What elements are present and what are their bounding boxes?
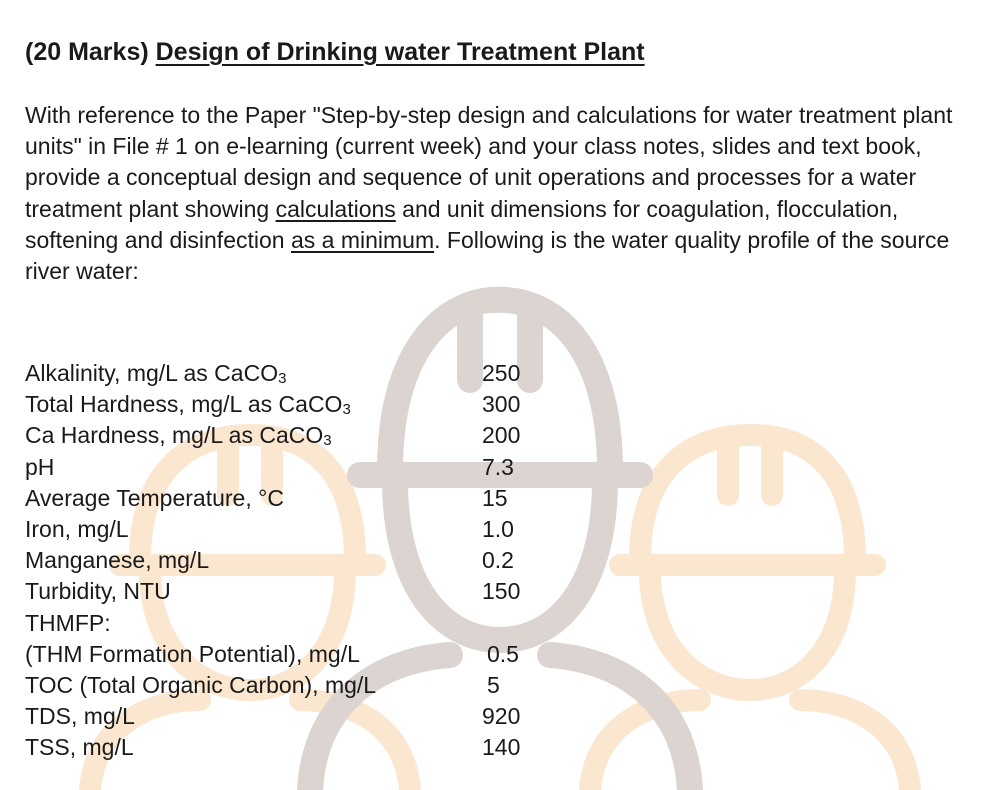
param-label: (THM Formation Potential), mg/L [25,640,360,667]
paragraph-text-2: and unit dimensions for coagulation, flocculation, softening and disinfection [25,195,899,253]
param-value: 140 [482,734,521,761]
param-value: 0.2 [482,547,514,574]
table-row [25,576,585,607]
param-label: TOC (Total Organic Carbon), mg/L [25,671,377,698]
table-row [25,389,585,420]
table-row [25,608,585,639]
marks-label: (20 Marks) [25,38,149,66]
table-row [25,483,585,514]
param-value: 15 [482,484,508,511]
table-row [25,732,585,763]
param-value: 250 [482,360,521,386]
underlined-as-a-minimum: as a minimum [290,226,435,253]
table-row [25,358,585,389]
param-value: 5 [487,671,500,698]
table-row [25,670,585,701]
page-title [25,38,645,67]
param-value: 7.3 [482,453,514,480]
table-row [25,639,585,670]
param-label: Iron, mg/L [25,515,129,542]
param-label: TDS, mg/L [25,703,135,730]
param-value: 300 [482,391,521,418]
param-label: Total Hardness, mg/L as CaCO$_3$ [25,391,351,419]
param-label: TSS, mg/L [25,734,134,761]
table-row [25,452,585,483]
param-value: 1.0 [482,515,514,542]
param-label: THMFP: [25,609,111,636]
table-row [25,420,585,451]
param-value: 150 [482,578,521,605]
param-label: Alkalinity, mg/L as CaCO$_3$ [25,360,287,387]
underlined-calculations: calculations [275,195,396,222]
param-label: Turbidity, NTU [25,578,171,605]
param-value: 200 [482,422,521,449]
water-quality-table [25,358,585,763]
param-value: 0.5 [487,640,519,667]
paragraph-text-1: With reference to the Paper "Step-by-step design and calculations for water treatment plant units" in File # 1 on e-learning (current week) and your class notes, slides and text book, provide a conceptual design and sequence of unit operations and processes for a water treatment plant showing [25,102,953,222]
table-row [25,701,585,732]
param-label: Ca Hardness, mg/L as CaCO$_3$ [25,422,332,450]
paragraph-text-3: . Following is the water quality profile of the source river water: [25,226,950,285]
param-label: Manganese, mg/L [25,547,210,574]
param-label: Average Temperature, °C [25,484,284,511]
param-label: pH [25,453,55,480]
instructions-paragraph [25,100,955,287]
param-value: 920 [482,703,521,730]
title-text: Design of Drinking water Treatment Plant [155,38,645,66]
table-row [25,514,585,545]
table-row [25,545,585,576]
